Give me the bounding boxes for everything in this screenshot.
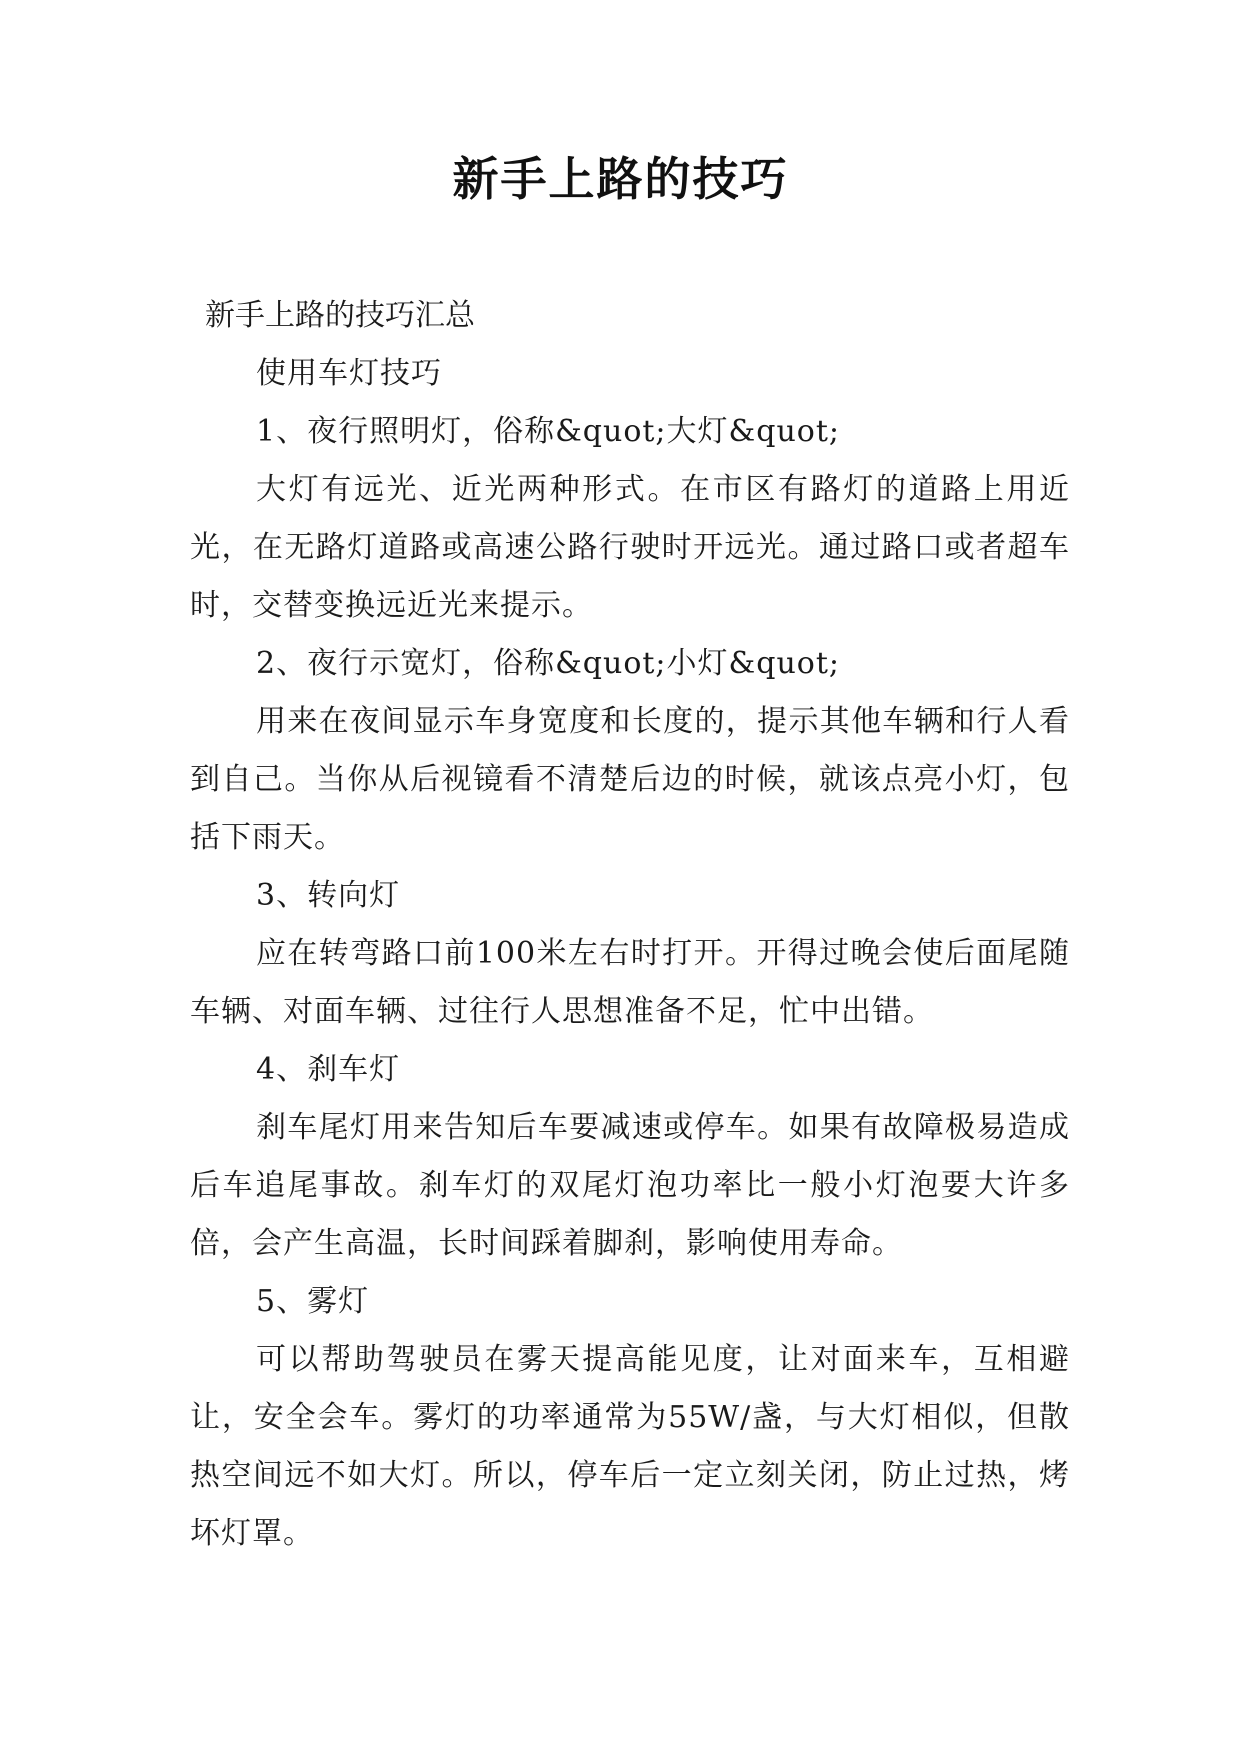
document-subtitle: 新手上路的技巧汇总 [205, 298, 475, 333]
item-heading-headlight: 1、夜行照明灯，俗称&quot;大灯&quot; [256, 414, 840, 449]
item-heading-turn-signal: 3、转向灯 [256, 878, 401, 913]
paragraph-turn-signal: 应在转弯路口前100米左右时打开。开得过晚会使后面尾随车辆、对面车辆、过往行人思想准备不足，忙中出错。 [190, 936, 1070, 1029]
item-heading-fog-light: 5、雾灯 [256, 1284, 370, 1319]
item-heading-brake-light: 4、刹车灯 [256, 1052, 401, 1087]
paragraph-headlight: 大灯有远光、近光两种形式。在市区有路灯的道路上用近光，在无路灯道路或高速公路行驶时开远光。通过路口或者超车时，交替变换远近光来提示。 [190, 472, 1070, 623]
paragraph-brake-light: 刹车尾灯用来告知后车要减速或停车。如果有故障极易造成后车追尾事故。刹车灯的双尾灯泡功率比一般小灯泡要大许多倍，会产生高温，长时间踩着脚刹，影响使用寿命。 [190, 1110, 1070, 1261]
section-heading-lights: 使用车灯技巧 [256, 356, 442, 391]
item-heading-width-light: 2、夜行示宽灯，俗称&quot;小灯&quot; [256, 646, 840, 681]
document-title: 新手上路的技巧 [452, 152, 789, 206]
paragraph-fog-light: 可以帮助驾驶员在雾天提高能见度，让对面来车，互相避让，安全会车。雾灯的功率通常为55W/盏，与大灯相似，但散热空间远不如大灯。所以，停车后一定立刻关闭，防止过热，烤坏灯罩。 [190, 1342, 1070, 1551]
document-body [190, 287, 1070, 1563]
paragraph-width-light: 用来在夜间显示车身宽度和长度的，提示其他车辆和行人看到自己。当你从后视镜看不清楚后边的时候，就该点亮小灯，包括下雨天。 [190, 704, 1070, 855]
